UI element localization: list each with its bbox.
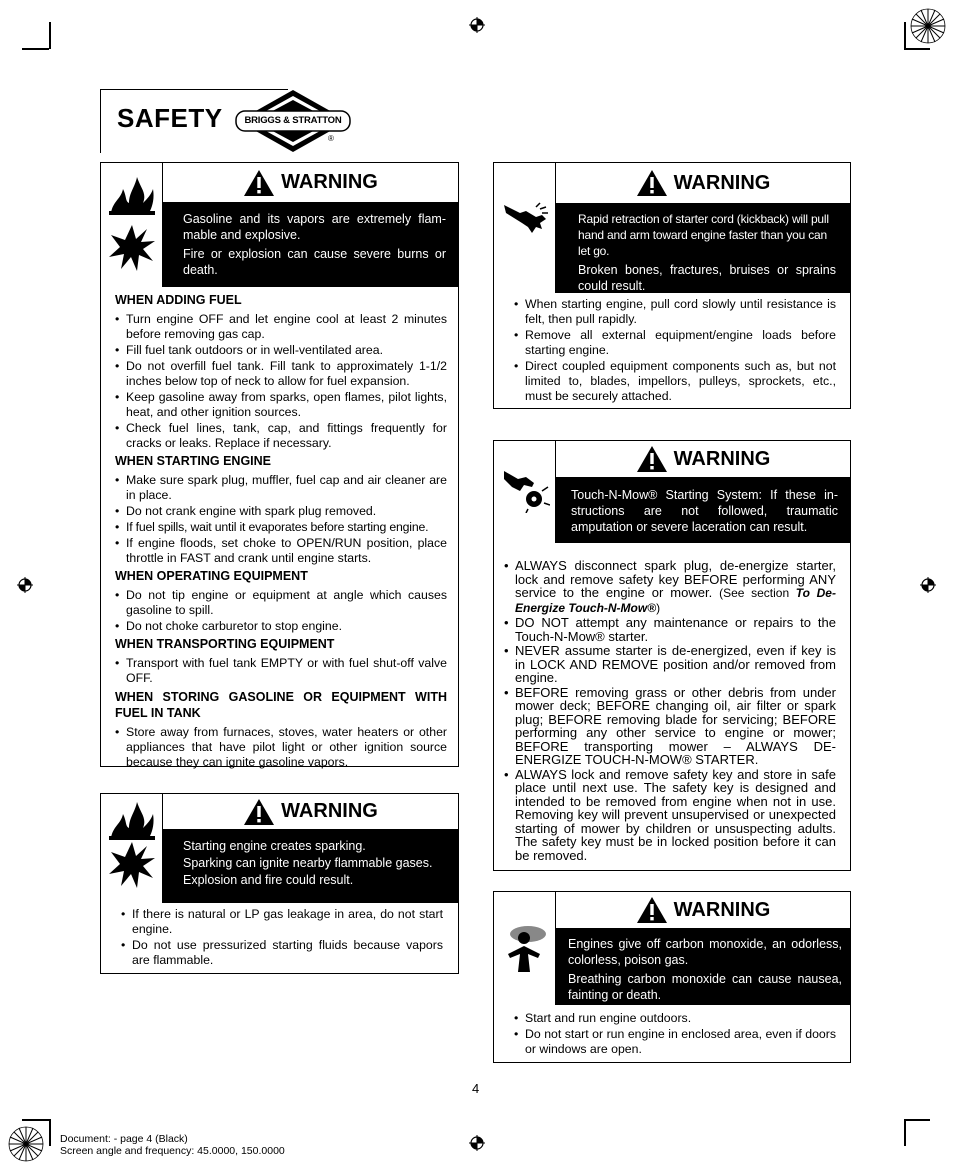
section-reference-link: To De-Energize Touch-N-Mow®	[515, 586, 836, 615]
warning-message-line: Breathing carbon monoxide can cause nausea, fainting or death.	[568, 972, 842, 1002]
warning-label: WARNING	[673, 898, 771, 921]
hazard-icon-column	[101, 794, 163, 903]
list-item: • Turn engine OFF and let engine cool at least 2 minutes before removing gas cap.	[115, 312, 447, 342]
explosion-icon	[109, 225, 155, 271]
crop-mark-br-h	[904, 1119, 930, 1121]
crop-mark-tr-v	[904, 22, 906, 49]
alert-triangle-icon	[636, 896, 668, 924]
list-item: • Check fuel lines, tank, cap, and fittings frequently for cracks or leaks. Replace if necessary.	[115, 421, 447, 451]
list-item: • Remove all external equipment/engine loads before starting engine.	[514, 328, 836, 358]
list-item: • Store away from furnaces, stoves, water heaters or other appliances that have pilot light or other ignition source because they can ignite gasoline vapors.	[115, 725, 447, 770]
list-item: • Start and run engine outdoors.	[514, 1011, 836, 1026]
hazard-icon-column	[494, 441, 556, 543]
footer-document-line: Document: - page 4 (Black)	[60, 1133, 188, 1145]
list-item: • Make sure spark plug, muffler, fuel cap and air cleaner are in place.	[115, 473, 447, 503]
warning-message-panel	[556, 203, 850, 293]
warning-message-panel	[556, 928, 850, 1005]
footer-screen-line: Screen angle and frequency: 45.0000, 150.0000	[60, 1145, 285, 1157]
warning-label: WARNING	[281, 800, 378, 822]
warning-message-panel	[163, 203, 458, 287]
hazard-icon-column	[494, 163, 556, 293]
warning-label: WARNING	[673, 447, 771, 470]
starburst-mark-bl-icon	[8, 1126, 44, 1162]
logo-registered-mark: ®	[328, 134, 334, 143]
warning-message-line: Broken bones, fractures, bruises or sprains could result.	[578, 263, 836, 293]
list-item: • NEVER assume starter is de-energized, even if key is in LOCK AND REMOVE position and/or removed from engine.	[504, 644, 836, 685]
logo-text: BRIGGS & STRATTON	[244, 115, 342, 126]
instruction-list	[115, 312, 447, 451]
warning-instructions	[504, 559, 836, 865]
warning-message-line: Explosion and fire could result.	[183, 873, 354, 887]
toxic-fumes-person-icon	[502, 924, 550, 972]
warning-message-line: Rapid retraction of starter cord (kickback) will pull hand and arm toward engine faster than you can let go.	[578, 212, 829, 258]
warning-message-line: Sparking can ignite nearby flammable gases.	[183, 856, 433, 870]
hand-kickback-icon	[502, 201, 550, 237]
list-item	[504, 559, 836, 615]
warning-message-line: Engines give off carbon monoxide, an odorless, colorless, poison gas.	[568, 937, 842, 967]
starburst-mark-tr-icon	[910, 8, 946, 44]
list-item: • Do not start or run engine in enclosed area, even if doors or windows are open.	[514, 1027, 836, 1057]
list-item: • Fill fuel tank outdoors or in well-ventilated area.	[115, 343, 447, 358]
page-title: SAFETY	[117, 103, 223, 133]
warning-message-line: Fire or explosion can cause severe burns or death.	[183, 247, 446, 277]
warning-message-line: Gasoline and its vapors are extremely flam-mable and explosive.	[183, 212, 446, 242]
registration-mark-left-icon	[17, 577, 33, 593]
list-item: • Transport with fuel tank EMPTY or with fuel shut-off valve OFF.	[115, 656, 447, 686]
list-item: • Do not use pressurized starting fluids because vapors are flammable.	[121, 938, 443, 968]
instruction-list	[115, 588, 447, 634]
warning-box-carbon-monoxide	[493, 891, 851, 1063]
list-item: • Do not choke carburetor to stop engine.	[115, 619, 447, 634]
warning-message-line: Touch-N-Mow® Starting System: If these in-structions are not followed, traumatic amputation or severe laceration can result.	[571, 488, 838, 534]
instruction-list	[514, 297, 836, 404]
list-item: • If there is natural or LP gas leakage in area, do not start engine.	[121, 907, 443, 937]
crop-mark-br-v	[904, 1119, 906, 1146]
explosion-icon	[109, 842, 155, 888]
alert-triangle-icon	[636, 445, 668, 473]
warning-title-row	[556, 441, 850, 477]
print-footer	[60, 1133, 285, 1157]
warning-message-line: Starting engine creates sparking.	[183, 839, 366, 853]
crop-mark-bl-h	[22, 1119, 49, 1121]
see-section-close: )	[656, 600, 661, 615]
list-item-text: ALWAYS disconnect spark plug, de-energize starter, lock and remove safety key BEFORE performing ANY service to the engine or mower.	[515, 558, 836, 600]
warning-instructions	[514, 297, 836, 407]
list-item: • If engine floods, set choke to OPEN/RUN position, place throttle in FAST and crank until engine starts.	[115, 536, 447, 566]
see-section-prefix: (See section	[719, 586, 796, 600]
registration-mark-bottom-icon	[469, 1135, 485, 1151]
instruction-list	[121, 907, 443, 968]
warning-label: WARNING	[673, 171, 771, 194]
section-heading: WHEN ADDING FUEL	[115, 293, 242, 307]
hand-blade-icon	[502, 469, 550, 513]
warning-title-row	[163, 794, 458, 829]
alert-triangle-icon	[243, 169, 275, 197]
registration-mark-top-icon	[469, 17, 485, 33]
list-item: • If fuel spills, wait until it evaporates before starting engine.	[115, 520, 447, 535]
warning-label: WARNING	[281, 171, 378, 193]
warning-box-kickback	[493, 162, 851, 409]
fire-icon	[109, 800, 155, 840]
alert-triangle-icon	[636, 169, 668, 197]
crop-mark-tr-h	[904, 48, 930, 50]
warning-title-row	[556, 892, 850, 928]
warning-message-panel	[163, 829, 458, 903]
warning-instructions	[115, 291, 447, 773]
registration-mark-right-icon	[920, 577, 936, 593]
list-item: • BEFORE removing grass or other debris from under mower deck; BEFORE changing oil, air filter or spark plug; BEFORE removing blade for servicing; BEFORE performing any other service to engine or mower; BEFORE transporting mower – ALWAYS DE-ENERGIZE TOUCH-N-MOW® STARTER.	[504, 686, 836, 767]
page-number: 4	[472, 1081, 480, 1096]
warning-title-row	[163, 163, 458, 203]
list-item: • Do not crank engine with spark plug removed.	[115, 504, 447, 519]
instruction-list	[115, 656, 447, 686]
warning-instructions	[514, 1011, 836, 1060]
alert-triangle-icon	[243, 798, 275, 826]
crop-mark-tl-h	[22, 48, 49, 50]
section-heading: WHEN STORING GASOLINE OR EQUIPMENT WITH FUEL IN TANK	[115, 690, 447, 720]
hazard-icon-column	[101, 163, 163, 287]
hazard-icon-column	[494, 892, 556, 1005]
warning-instructions	[121, 907, 443, 971]
list-item: • When starting engine, pull cord slowly until resistance is felt, then pull rapidly.	[514, 297, 836, 327]
instruction-list	[115, 473, 447, 566]
instruction-list	[504, 559, 836, 862]
fire-icon	[109, 175, 155, 215]
list-item: • DO NOT attempt any maintenance or repairs to the Touch-N-Mow® starter.	[504, 616, 836, 643]
list-item: • Do not tip engine or equipment at angle which causes gasoline to spill.	[115, 588, 447, 618]
instruction-list	[115, 725, 447, 770]
instruction-list	[514, 1011, 836, 1057]
list-item: • Direct coupled equipment components such as, but not limited to, blades, impellors, pulleys, sprockets, etc., must be securely attached.	[514, 359, 836, 404]
list-item: • Do not overfill fuel tank. Fill tank to approximately 1-1/2 inches below top of neck to allow for fuel expansion.	[115, 359, 447, 389]
list-item: • Keep gasoline away from sparks, open flames, pilot lights, heat, and other ignition sources.	[115, 390, 447, 420]
warning-box-sparking	[100, 793, 459, 974]
list-item: • ALWAYS lock and remove safety key and store in safe place until next use. The safety key is designed and intended to be removed from engine when not in use. Removing key will prevent unsupervised or unexpected starting of mower by children or unsuspecting adults. The safety key must be in locked position before it can be removed.	[504, 768, 836, 863]
section-heading: WHEN STARTING ENGINE	[115, 454, 272, 468]
section-heading: WHEN OPERATING EQUIPMENT	[115, 569, 308, 583]
warning-box-fuel	[100, 162, 459, 767]
warning-box-touch-n-mow	[493, 440, 851, 871]
warning-message-panel	[556, 477, 850, 543]
warning-title-row	[556, 163, 850, 203]
crop-mark-bl-v	[49, 1119, 51, 1146]
section-heading: WHEN TRANSPORTING EQUIPMENT	[115, 637, 335, 651]
crop-mark-tl-v	[49, 22, 51, 49]
briggs-stratton-logo	[234, 88, 352, 154]
